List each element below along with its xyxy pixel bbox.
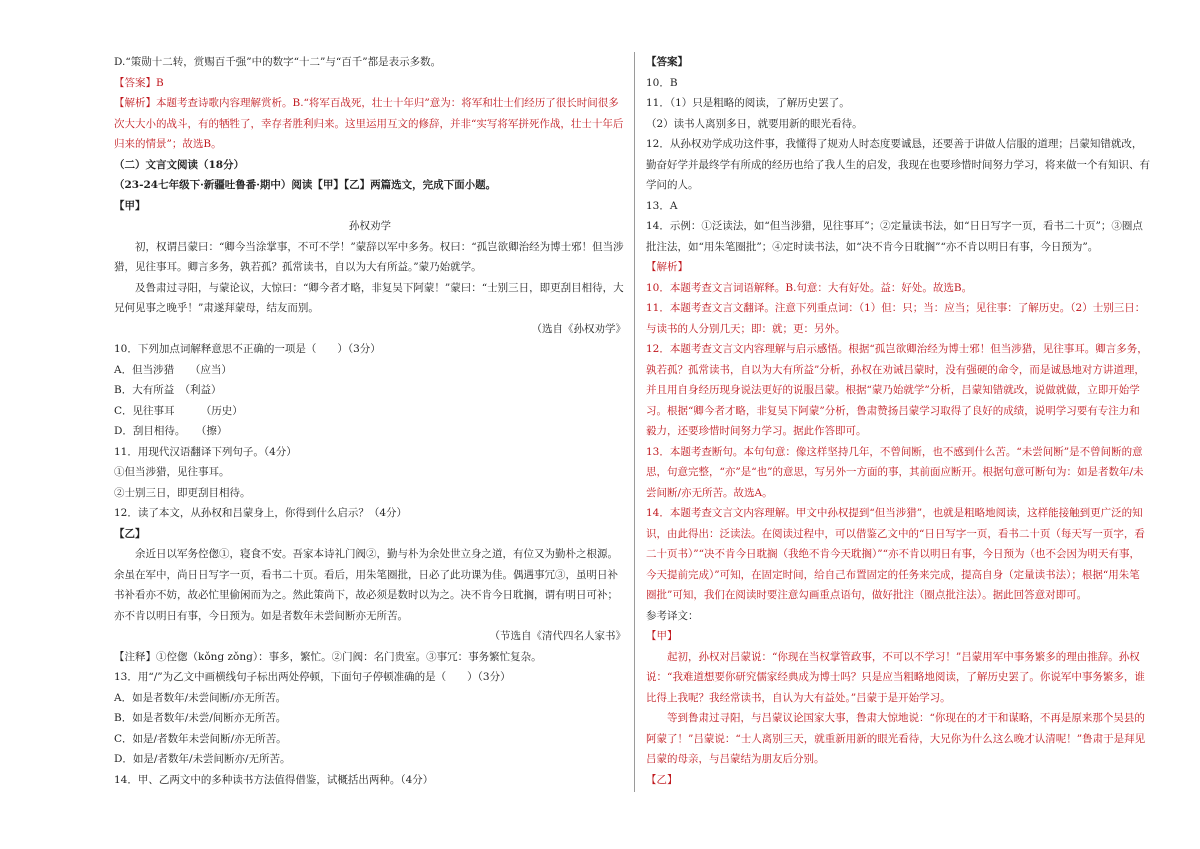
left-paragraph: C．如是/者数年未尝间断/亦无所苦。 <box>114 732 287 745</box>
right-paragraph: 14．示例：①泛读法，如“但当涉猎，见往事耳”；②定量读书法，如“日日写字一页，看书二十页”；③圈点批注法，如“用朱笔圈批”；④定时读书法，如“决不肯今日耽搁”“亦不肯以明日有事，今日预为”。 <box>646 220 1143 253</box>
left-paragraph: ②士别三日，即更刮目相待。 <box>114 486 251 499</box>
left-paragraph: 11．用现代汉语翻译下列句子。（4分） <box>114 445 297 458</box>
left-paragraph: D．刮目相待。 （擦） <box>114 425 228 437</box>
right-paragraph: 起初，孙权对吕蒙说：“你现在当权掌管政事，不可以不学习！”吕蒙用军中事务繁多的理由推辞。孙权说：“我难道想要你研究儒家经典成为博士吗？只是应当粗略地阅读，了解历史罢了。你说军中事务繁多，谁比得上我呢？我经常读书，自认为大有益处。”吕蒙于是开始学习。 <box>646 650 1145 704</box>
left-paragraph: 【答案】B <box>114 76 164 89</box>
left-paragraph: B．如是者数年/未尝/间断亦无所苦。 <box>114 712 287 724</box>
right-paragraph: 13．A <box>646 199 678 212</box>
left-paragraph: 余近日以军务倥偬①，寝食不安。吾家本诗礼门阀②，勤与朴为余处世立身之道，有位又为勤朴之根源。余虽在军中，尚日日写字一页，看书二十页。看后，用朱笔圈批，日必了此功课为佳。偶遇事冗③，虽明日补书补看亦不妨，故必忙里偷闲而为之。然此策尚下，故必须是数时以为之。决不肯今日耽搁，谓有明日可补；亦不肯以明日有事，今日预为。如是者数年未尝间断亦无所苦。 <box>114 548 618 622</box>
left-paragraph: 10．下列加点词解释意思不正确的一项是（ ）（3分） <box>114 343 381 355</box>
right-paragraph: 12．本题考查文言文内容理解与启示感悟。根据“孤岂欲卿治经为博士邪！但当涉猎，见往事耳。卿言多务，孰若孤？孤常读书，自以为大有所益”分析，孙权在劝诫吕蒙时，没有强硬的命令，而是诚恳地对方讲道理，并且用自身经历现身说法更好的说服吕蒙。根据“蒙乃始就学”分析，吕蒙知错就改，说做就做，立即开始学习。根据“卿今者才略，非复吴下阿蒙”分析，鲁肃赞扬吕蒙学习取得了良好的成绩，说明学习要有专注力和毅力，还要珍惜时间努力学习。据此作答即可。 <box>646 343 1148 437</box>
right-paragraph: 【甲】 <box>646 630 678 642</box>
right-paragraph: 10．B <box>646 76 678 89</box>
right-column <box>646 52 1150 790</box>
right-paragraph: 10．本题考查文言词语解释。B.句意：大有好处。益：好处。故选B。 <box>646 281 973 294</box>
right-paragraph: 14．本题考查文言文内容理解。甲文中孙权提到“但当涉猎”，也就是粗略地阅读，这样能接触到更广泛的知识，由此得出：泛读法。在阅读过程中，可以借鉴乙文中的“日日写字一页，看书二十页（每天写一页字，看二十页书）”“决不肯今日耽搁（我绝不肯今天耽搁）”“亦不肯以明日有事，今日预为（也不会因为明天有事，今天提前完成）”可知，在固定时间，给自己布置固定的任务来完成，提高自身（定量读书法）；根据“用朱笔圈批”可知，我们在阅读时要注意勾画重点语句，做好批注（圈点批注法）。据此回答意对即可。 <box>646 507 1145 601</box>
right-paragraph: （2）读书人离别多日，就要用新的眼光看待。 <box>646 117 863 130</box>
right-paragraph: 【解析】 <box>646 261 688 273</box>
right-paragraph: 【乙】 <box>646 773 678 786</box>
left-paragraph: B．大有所益 （利益） <box>114 384 222 396</box>
left-paragraph: 13．用“/”为乙文中画横线句子标出两处停顿，下面句子停顿准确的是（ ）（3分） <box>114 671 511 683</box>
left-paragraph: 【乙】 <box>114 527 146 540</box>
left-paragraph: 初，权谓吕蒙曰：“卿今当涂掌事，不可不学！”蒙辞以军中多务。权曰：“孤岂欲卿治经为博士邪！但当涉猎，见往事耳。卿言多务，孰若孤？孤常读书，自以为大有所益。”蒙乃始就学。 <box>114 240 624 273</box>
left-paragraph: （选自《孙权劝学》 <box>531 322 626 335</box>
left-paragraph: 孙权劝学 <box>349 220 391 232</box>
right-paragraph: 参考译文： <box>646 609 699 622</box>
left-paragraph: A．如是者数年/未尝间断/亦无所苦。 <box>114 691 287 704</box>
left-paragraph: （二）文言文阅读（18分） <box>114 158 245 171</box>
left-paragraph: D．如是/者数年/未尝间断亦/无所苦。 <box>114 753 291 765</box>
left-paragraph: （23-24七年级下·新疆吐鲁番·期中）阅读【甲】【乙】两篇选文，完成下面小题。 <box>114 179 497 191</box>
left-paragraph: C．见往事耳 （历史） <box>114 404 243 417</box>
right-paragraph: 11．本题考查文言文翻译。注意下列重点词：（1）但：只；当：应当；见往事：了解历史。（2）士别三日：与读书的人分别几天；即：就；更：另外。 <box>646 302 1146 335</box>
left-column <box>114 52 626 790</box>
left-paragraph: 14．甲、乙两文中的多种读书方法值得借鉴，试概括出两种。（4分） <box>114 773 434 786</box>
left-paragraph: D.“策勋十二转，赏赐百千强”中的数字“十二”与“百千”都是表示多数。 <box>114 56 442 68</box>
right-paragraph: 等到鲁肃过寻阳，与吕蒙议论国家大事，鲁肃大惊地说：“你现在的才干和谋略，不再是原来那个吴县的阿蒙了！”吕蒙说：“士人离别三天，就重新用新的眼光看待，大兄你为什么这么晚才认清呢！”鲁肃于是拜见吕蒙的母亲，与吕蒙结为朋友后分别。 <box>646 712 1146 765</box>
right-paragraph: 11．（1）只是粗略的阅读，了解历史罢了。 <box>646 97 850 109</box>
right-paragraph: 12．从孙权劝学成功这件事，我懂得了规劝人时态度要诚恳，还要善于讲做人信服的道理；吕蒙知错就改，勤奋好学并最终学有所成的经历也给了我人生的启发，我现在也要珍惜时间努力学习，将来做一个有知识、有学问的人。 <box>646 138 1150 191</box>
left-paragraph: 【甲】 <box>114 199 146 212</box>
left-paragraph: 12．读了本文，从孙权和吕蒙身上，你得到什么启示？（4分） <box>114 507 408 519</box>
right-paragraph: 【答案】 <box>646 56 688 68</box>
column-divider <box>634 52 635 792</box>
left-paragraph: A．但当涉猎 （应当） <box>114 363 232 376</box>
left-paragraph: 【注释】①倥偬（kǒng zǒng）：事多，繁忙。②门阀：名门贵室。③事冗：事务繁忙复杂。 <box>114 650 542 663</box>
left-paragraph: （节选自《清代四名人家书》 <box>489 630 626 642</box>
left-paragraph: 【解析】本题考查诗歌内容理解赏析。B.“将军百战死，壮士十年归”意为：将军和壮士们经历了很长时间很多次大大小的战斗，有的牺牲了，幸存者胜利归来。这里运用互文的修辞，并非“实写将军拼死作战，壮士十年后归来的情景”；故选B。 <box>114 97 624 150</box>
right-paragraph: 13．本题考查断句。本句句意：像这样坚持几年，不曾间断，也不感到什么苦。“未尝间断”是不曾间断的意思，句意完整，“亦”是“也”的意思，写另外一方面的事，其前面应断开。根据句意可断句为：如是者数年/未尝间断/亦无所苦。故选A。 <box>646 445 1144 499</box>
left-paragraph: ①但当涉猎，见往事耳。 <box>114 466 230 478</box>
left-paragraph: 及鲁肃过寻阳，与蒙论议，大惊曰：“卿今者才略，非复吴下阿蒙！”蒙曰：“士别三日，即更刮目相待，大兄何见事之晚乎！”肃遂拜蒙母，结友而别。 <box>114 281 624 314</box>
